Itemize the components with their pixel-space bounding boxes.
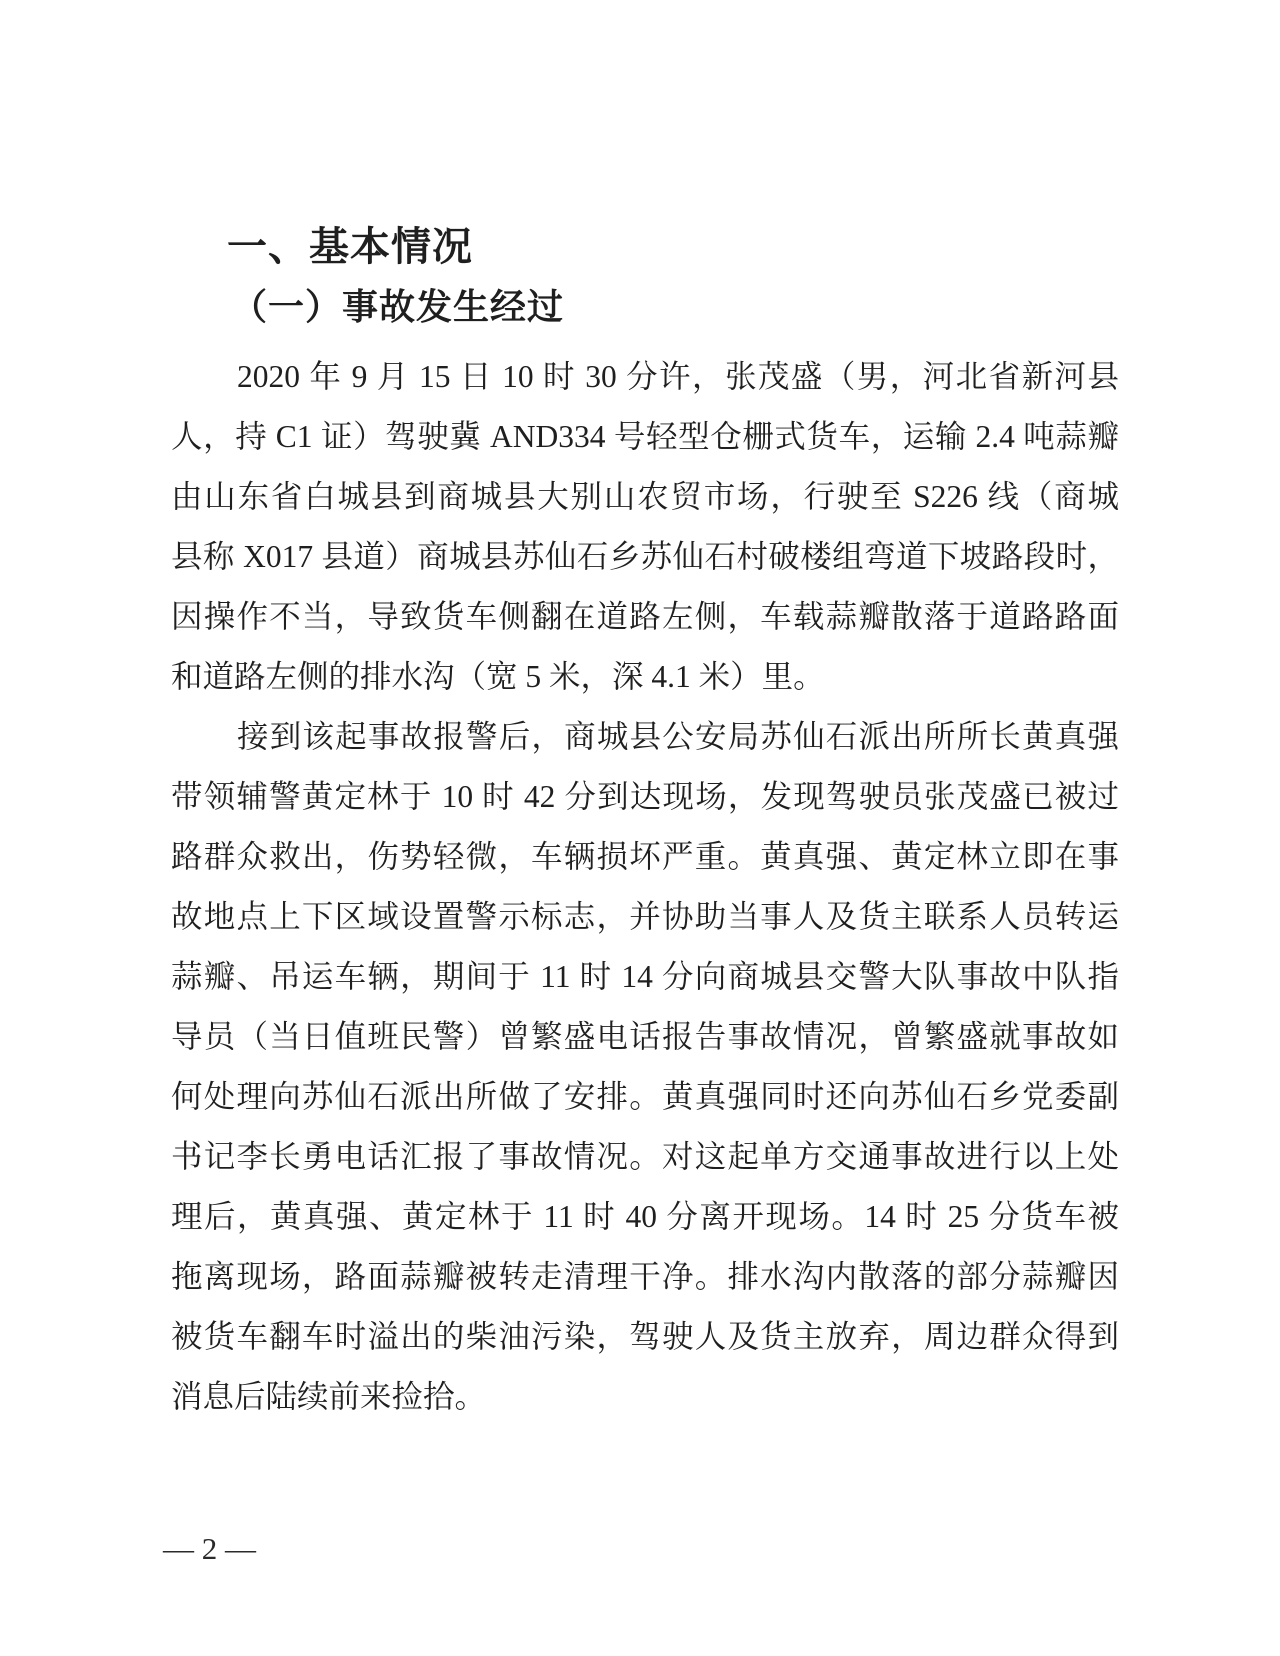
body-line: 带领辅警黄定林于 10 时 42 分到达现场，发现驾驶员张茂盛已被过 [171,779,1119,814]
body-line: 县称 X017 县道）商城县苏仙石乡苏仙石村破楼组弯道下坡路段时， [171,539,1119,574]
body-line: 理后，黄真强、黄定林于 11 时 40 分离开现场。14 时 25 分货车被 [171,1199,1119,1234]
body-line: 和道路左侧的排水沟（宽 5 米，深 4.1 米）里。 [171,659,825,694]
body-line: 书记李长勇电话汇报了事故情况。对这起单方交通事故进行以上处 [171,1139,1119,1174]
paragraph-response-handling [171,707,1119,1427]
subsection-heading: （一）事故发生经过 [231,287,565,327]
section-heading: 一、基本情况 [227,225,473,269]
paragraph-accident-occurrence [171,347,1119,707]
body-line: 路群众救出，伤势轻微，车辆损坏严重。黄真强、黄定林立即在事 [171,839,1119,874]
body-line: 蒜瓣、吊运车辆，期间于 11 时 14 分向商城县交警大队事故中队指 [171,959,1119,994]
document-body [171,217,1119,1427]
body-line: 故地点上下区域设置警示标志，并协助当事人及货主联系人员转运 [171,899,1119,934]
page-number: — 2 — [163,1531,256,1566]
body-line: 消息后陆续前来捡拾。 [171,1379,487,1414]
body-line: 导员（当日值班民警）曾繁盛电话报告事故情况，曾繁盛就事故如 [171,1019,1119,1054]
body-line: 拖离现场，路面蒜瓣被转走清理干净。排水沟内散落的部分蒜瓣因 [171,1259,1119,1294]
body-line: 因操作不当，导致货车侧翻在道路左侧，车载蒜瓣散落于道路路面 [171,599,1119,634]
body-line: 接到该起事故报警后，商城县公安局苏仙石派出所所长黄真强 [237,719,1119,754]
body-line: 2020 年 9 月 15 日 10 时 30 分许，张茂盛（男，河北省新河县 [237,359,1119,394]
body-line: 人，持 C1 证）驾驶冀 AND334 号轻型仓栅式货车，运输 2.4 吨蒜瓣 [171,419,1119,454]
body-line: 由山东省白城县到商城县大别山农贸市场，行驶至 S226 线（商城 [171,479,1119,514]
body-line: 被货车翻车时溢出的柴油污染，驾驶人及货主放弃，周边群众得到 [171,1319,1119,1354]
body-line: 何处理向苏仙石派出所做了安排。黄真强同时还向苏仙石乡党委副 [171,1079,1119,1114]
